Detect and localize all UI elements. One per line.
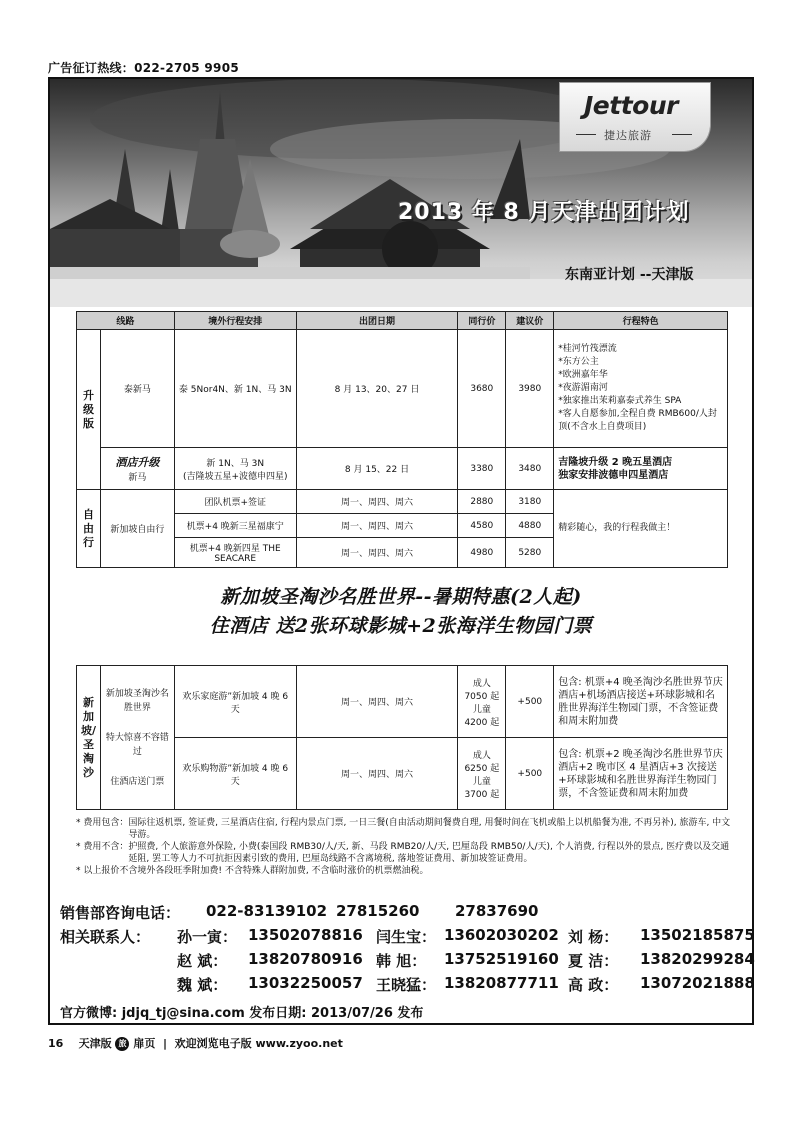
footer-tagline: 欢迎浏览电子版 www.zyoo.net [174, 1037, 343, 1050]
related-label: 相关联系人： [60, 928, 151, 946]
logo-rule-right [672, 134, 692, 135]
itinerary-cell: 团队机票+签证 [174, 490, 296, 514]
route-name: 新加坡圣淘沙名胜世界 [105, 688, 169, 713]
page-footer: 16 天津版 旅 扉页 | 欢迎浏览电子版 www.zyoo.net [48, 1037, 343, 1050]
route-offer: 住酒店送门票 [110, 776, 165, 787]
dates-cell: 周一、周四、周六 [296, 514, 458, 538]
sales-phone: 27837690 [455, 902, 539, 920]
peer-price-cell: 4980 [458, 538, 506, 568]
header-route: 线路 [77, 312, 175, 330]
contact-phone: 13502185875 [640, 926, 755, 944]
contact-name: 王晓猛： [376, 976, 437, 994]
feature-line: *桂河竹筏漂流 [558, 344, 617, 354]
contact-name: 韩 旭： [376, 952, 427, 970]
peer-price-cell: 2880 [458, 490, 506, 514]
table-header-row [77, 312, 728, 330]
table-row [77, 330, 728, 448]
features-cell: 包含: 机票+4 晚圣淘沙名胜世界节庆酒店+机场酒店接送+环球影城和名胜世界海洋生物园门票，不含签证费和周末附加费 [554, 666, 728, 738]
weibo-and-date: 官方微博: jdjq_tj@sina.com 发布日期: 2013/07/26 发布 [60, 1006, 424, 1021]
peer-price-cell: 3380 [458, 448, 506, 490]
dates-cell: 8 月 15、22 日 [296, 448, 458, 490]
promo-subheadline: 住酒店 送2张环球影城+2张海洋生物园门票 [209, 615, 593, 637]
southeast-asia-table [76, 311, 728, 568]
note-surcharge [76, 865, 736, 877]
route-cell: 新加坡自由行 [100, 490, 174, 568]
route-highlight: 特大惊喜不容错过 [105, 732, 169, 757]
itinerary-cell: 欢乐购物游”新加坡 4 晚 6 天 [174, 738, 296, 810]
suggested-price-cell: +500 [506, 666, 554, 738]
itinerary-cell: 机票+4 晚新三星福康宁 [174, 514, 296, 538]
contact-name: 孙一寅： [177, 928, 238, 946]
contact-phone: 13072021888 [640, 974, 755, 992]
contact-name: 夏 洁： [568, 952, 619, 970]
note-text: 护照费, 个人旅游意外保险, 小费(泰国段 RMB30/人/天, 新、马段 RMB20/人/天, 巴厘岛段 RMB50/人/天), 个人消费, 行程以外的景点, 医疗费以及交通延阻, 罢工等人力不可抗拒因素引致的费用, 巴厘岛线路不含离境税, 落地签证费用、新加坡签证费用。 [128, 842, 730, 864]
dates-cell: 周一、周四、周六 [296, 666, 458, 738]
suggested-price-cell: 3180 [506, 490, 554, 514]
note-label: * 费用不含： [76, 842, 129, 852]
dates-cell: 周一、周四、周六 [296, 738, 458, 810]
sales-phone: 022-83139102 [206, 902, 328, 920]
contact-phone: 13602030202 [444, 926, 559, 944]
dates-cell: 周一、周四、周六 [296, 538, 458, 568]
contact-name: 闫生宝： [376, 928, 437, 946]
edition: 天津版 [78, 1037, 112, 1050]
sales-phones-row [60, 902, 180, 922]
ad-hotline: 广告征订热线：022-2705 9905 [48, 61, 240, 75]
features-cell [554, 330, 728, 448]
contact-phone: 13502078816 [248, 926, 363, 944]
suggested-price-cell: 5280 [506, 538, 554, 568]
itinerary-cell: 新 1N、马 3N (吉隆坡五星+波德申四星) [174, 448, 296, 490]
header-suggested-price: 建议价 [506, 312, 554, 330]
itinerary-cell: 欢乐家庭游”新加坡 4 晚 6 天 [174, 666, 296, 738]
price-notes [76, 817, 736, 877]
itinerary-cell: 机票+4 晚新四星 THE SEACARE [174, 538, 296, 568]
contact-phone: 13820780916 [248, 950, 363, 968]
contact-phone: 13752519160 [444, 950, 559, 968]
sales-phone: 27815260 [336, 902, 420, 920]
note-text: 国际往返机票, 签证费, 三星酒店住宿, 行程内景点门票, 一日三餐(自由活动期间餐费自理, 用餐时间在飞机或船上以机船餐为准, 不再另补), 旅游车, 中文导游。 [128, 818, 731, 840]
table-row [77, 448, 728, 490]
peer-price-cell: 3680 [458, 330, 506, 448]
suggested-price-cell: 3980 [506, 330, 554, 448]
contact-name: 刘 杨： [568, 928, 619, 946]
suggested-price-cell: +500 [506, 738, 554, 810]
route-cell [100, 448, 174, 490]
banner-title: 2013 年 8 月天津出团计划 [398, 200, 690, 225]
contact-name: 高 政： [568, 976, 619, 994]
group-sentosa: 新加坡/圣淘沙 [77, 666, 101, 810]
features-cell: 吉隆坡升级 2 晚五星酒店 独家安排波德申四星酒店 [554, 448, 728, 490]
note-excluded [76, 841, 736, 865]
logo-rule-left [576, 134, 596, 135]
peer-price-cell: 4580 [458, 514, 506, 538]
feature-line: *独家推出茉莉嘉泰式养生 SPA [558, 396, 682, 406]
promo-headline: 新加坡圣淘沙名胜世界--暑期特惠(2人起) [220, 586, 582, 608]
suggested-price-cell: 4880 [506, 514, 554, 538]
price-cell: 成人 6250 起 儿童 3700 起 [458, 738, 506, 810]
banner [50, 79, 752, 307]
contact-phone: 13032250057 [248, 974, 363, 992]
price-cell: 成人 7050 起 儿童 4200 起 [458, 666, 506, 738]
route-name: 新马 [128, 473, 147, 483]
features-cell: 精彩随心，我的行程我做主！ [554, 490, 728, 568]
brand-logo: Jettour [584, 91, 678, 120]
dates-cell: 周一、周四、周六 [296, 490, 458, 514]
itinerary-cell: 泰 5Nor4N、新 1N、马 3N [174, 330, 296, 448]
note-text: * 以上报价不含境外各段旺季附加费! 不含特殊人群附加费, 不含临时涨价的机票燃油税。 [76, 866, 429, 876]
hotel-upgrade-tag: 酒店升级 [115, 456, 160, 469]
contact-name: 魏 斌： [177, 976, 228, 994]
header-dates: 出团日期 [296, 312, 458, 330]
page-frame [48, 77, 754, 1025]
header-peer-price: 同行价 [458, 312, 506, 330]
note-label: * 费用包含： [76, 818, 129, 828]
brand-logo-subtitle: 捷达旅游 [604, 129, 652, 142]
contact-phone: 13820299284 [640, 950, 755, 968]
header-features: 行程特色 [554, 312, 728, 330]
page-number: 16 [48, 1037, 64, 1050]
route-cell [100, 666, 174, 810]
table-row [77, 490, 728, 514]
suggested-price-cell: 3480 [506, 448, 554, 490]
note-included [76, 817, 736, 841]
route-cell: 泰新马 [100, 330, 174, 448]
dates-cell: 8 月 13、20、27 日 [296, 330, 458, 448]
contact-name: 赵 斌： [177, 952, 228, 970]
table-row [77, 666, 728, 738]
contact-phone: 13820877711 [444, 974, 559, 992]
feature-line: *夜游湄南河 [558, 383, 608, 393]
banner-subtitle: 东南亚计划 --天津版 [565, 267, 694, 283]
travel-badge-icon: 旅 [115, 1037, 129, 1051]
logo-box [560, 83, 710, 151]
features-cell: 包含: 机票+2 晚圣淘沙名胜世界节庆酒店+2 晚市区 4 星酒店+3 次接送+环球影城和名胜世界海洋生物园门票，不含签证费和周末附加费 [554, 738, 728, 810]
header-itinerary: 境外行程安排 [174, 312, 296, 330]
section-name: 扉页 [133, 1037, 156, 1050]
sentosa-table [76, 665, 728, 810]
feature-line: *客人自愿参加,全程自费 RMB600/人封顶(不含水上自费项目) [558, 409, 717, 432]
feature-line: *欧洲嘉年华 [558, 370, 608, 380]
group-free: 自由行 [77, 490, 101, 568]
table-row [77, 738, 728, 810]
group-upgrade: 升级版 [77, 330, 101, 490]
feature-line: *东方公主 [558, 357, 599, 367]
sales-label: 销售部咨询电话： [60, 904, 181, 922]
